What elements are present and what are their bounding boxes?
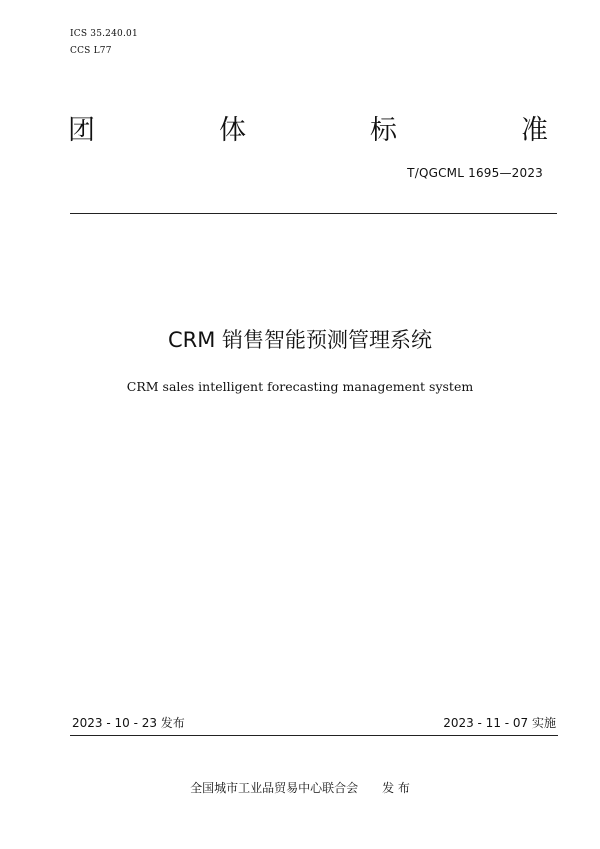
standard-number: T/QGCML 1695—2023 (407, 166, 543, 180)
issuer-action: 发 布 (382, 781, 410, 795)
implementation-date: 2023 - 11 - 07 实施 (443, 716, 556, 730)
standard-type-char: 准 (521, 115, 548, 146)
standard-type-char: 团 (68, 115, 95, 146)
standard-type-heading (68, 116, 548, 146)
standard-type-char: 标 (370, 115, 397, 146)
issue-date: 2023 - 10 - 23 发布 (72, 716, 185, 730)
standard-type-char: 体 (219, 115, 246, 146)
bottom-divider (70, 735, 558, 736)
document-title-chinese: CRM 销售智能预测管理系统 (167, 328, 433, 352)
issuer-name: 全国城市工业品贸易中心联合会 (190, 781, 359, 795)
ccs-code: CCS L77 (70, 46, 112, 56)
top-divider (70, 213, 557, 214)
document-title-english: CRM sales intelligent forecasting management system (126, 379, 474, 394)
issuer-line (0, 779, 600, 796)
ics-code: ICS 35.240.01 (70, 29, 138, 39)
